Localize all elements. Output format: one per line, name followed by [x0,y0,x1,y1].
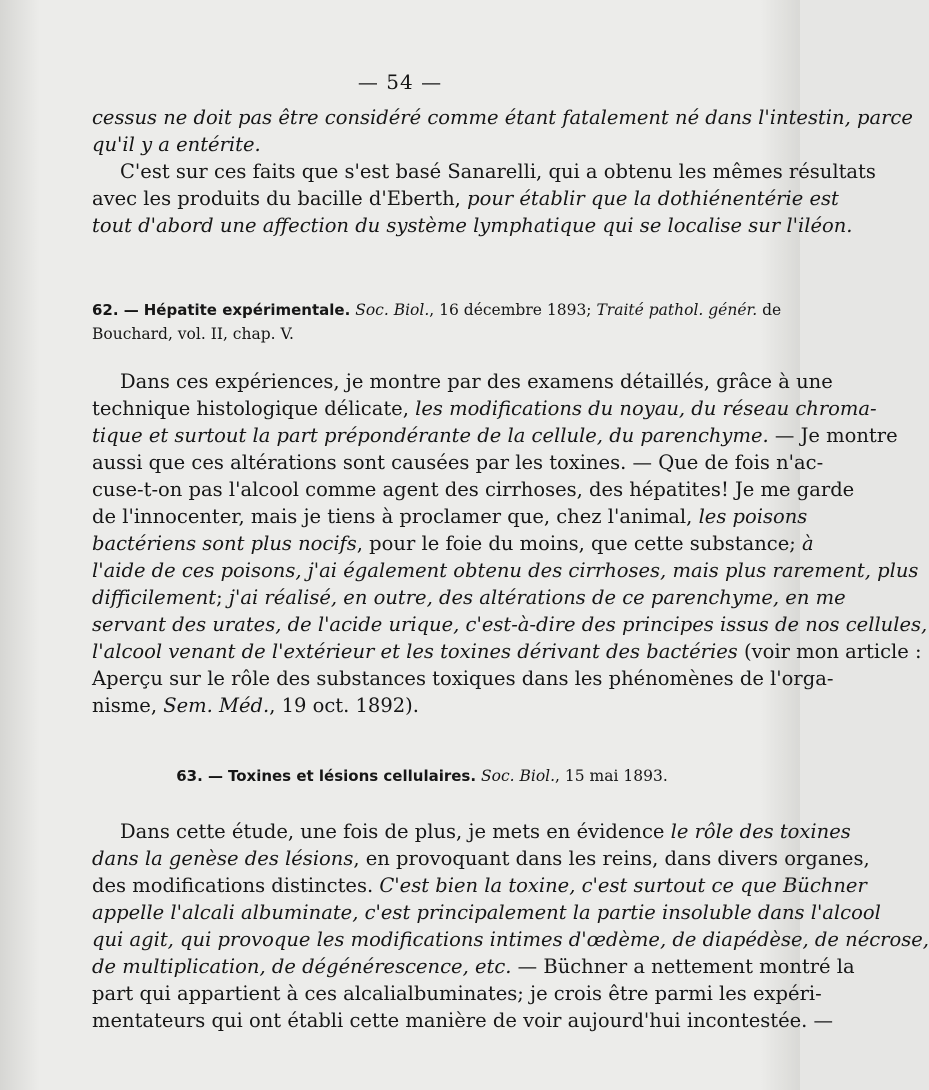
intro-line: cessus ne doit pas être considéré comme étant fatalement né dans l'intestin, parce [92,106,913,129]
text-line: de multiplication, de dégénérescence, etc. — Büchner a nettement montré la [92,955,855,978]
text-line: dans la genèse des lésions, en provoquant dans les reins, dans divers organes, [92,847,870,870]
intro-line: avec les produits du bacille d'Eberth, pour établir que la dothiénentérie est [92,187,839,210]
text-line: des modifications distinctes. C'est bien la toxine, c'est surtout ce que Büchner [92,874,867,897]
text-line: l'alcool venant de l'extérieur et les toxines dérivant des bactéries (voir mon article : [92,640,922,663]
intro-paragraph [92,104,913,239]
intro-line: C'est sur ces faits que s'est basé Sanarelli, qui a obtenu les mêmes résultats [120,160,876,183]
entry-62-line: Bouchard, vol. II, chap. V. [92,325,294,343]
paragraph-62 [92,368,928,719]
text-line: mentateurs qui ont établi cette manière de voir aujourd'hui incontestée. — [92,1009,834,1032]
entry-62-heading [92,298,782,346]
text-line: tique et surtout la part prépondérante de la cellule, du parenchyme. — Je montre [92,424,898,447]
text-line: de l'innocenter, mais je tiens à proclamer que, chez l'animal, les poisons [92,505,808,528]
text-line: qui agit, qui provoque les modifications intimes d'œdème, de diapédèse, de nécrose, [92,928,929,951]
text-line: technique histologique délicate, les modifications du noyau, du réseau chroma- [92,397,877,420]
intro-line: qu'il y a entérite. [92,133,261,156]
paragraph-63 [92,818,929,1034]
text-line: cuse-t-on pas l'alcool comme agent des cirrhoses, des hépatites! Je me garde [92,478,855,501]
page-number: — 54 — [357,70,443,94]
entry-63-heading [92,764,752,788]
text-line: servant des urates, de l'acide urique, c'est-à-dire des principes issus de nos cellules, [92,613,928,636]
text-line: Dans cette étude, une fois de plus, je mets en évidence le rôle des toxines [120,820,851,843]
text-line: Dans ces expériences, je montre par des examens détaillés, grâce à une [120,370,833,393]
text-line: appelle l'alcali albuminate, c'est principalement la partie insoluble dans l'alcool [92,901,881,924]
text-line: part qui appartient à ces alcalialbuminates; je crois être parmi les expéri- [92,982,822,1005]
text-line: l'aide de ces poisons, j'ai également obtenu des cirrhoses, mais plus rarement, plus [92,559,919,582]
text-line: bactériens sont plus nocifs, pour le foie du moins, que cette substance; à [92,532,814,555]
entry-62-line: 62. — Hépatite expérimentale. Soc. Biol., 16 décembre 1893; Traité pathol. génér. de [92,301,782,319]
text-line: difficilement; j'ai réalisé, en outre, des altérations de ce parenchyme, en me [92,586,846,609]
text-line: Aperçu sur le rôle des substances toxiques dans les phénomènes de l'orga- [92,667,834,690]
intro-line: tout d'abord une affection du système lymphatique qui se localise sur l'iléon. [92,214,853,237]
entry-63-line: 63. — Toxines et lésions cellulaires. Soc. Biol., 15 mai 1893. [176,767,668,785]
text-line: nisme, Sem. Méd., 19 oct. 1892). [92,694,419,717]
text-line: aussi que ces altérations sont causées par les toxines. — Que de fois n'ac- [92,451,824,474]
